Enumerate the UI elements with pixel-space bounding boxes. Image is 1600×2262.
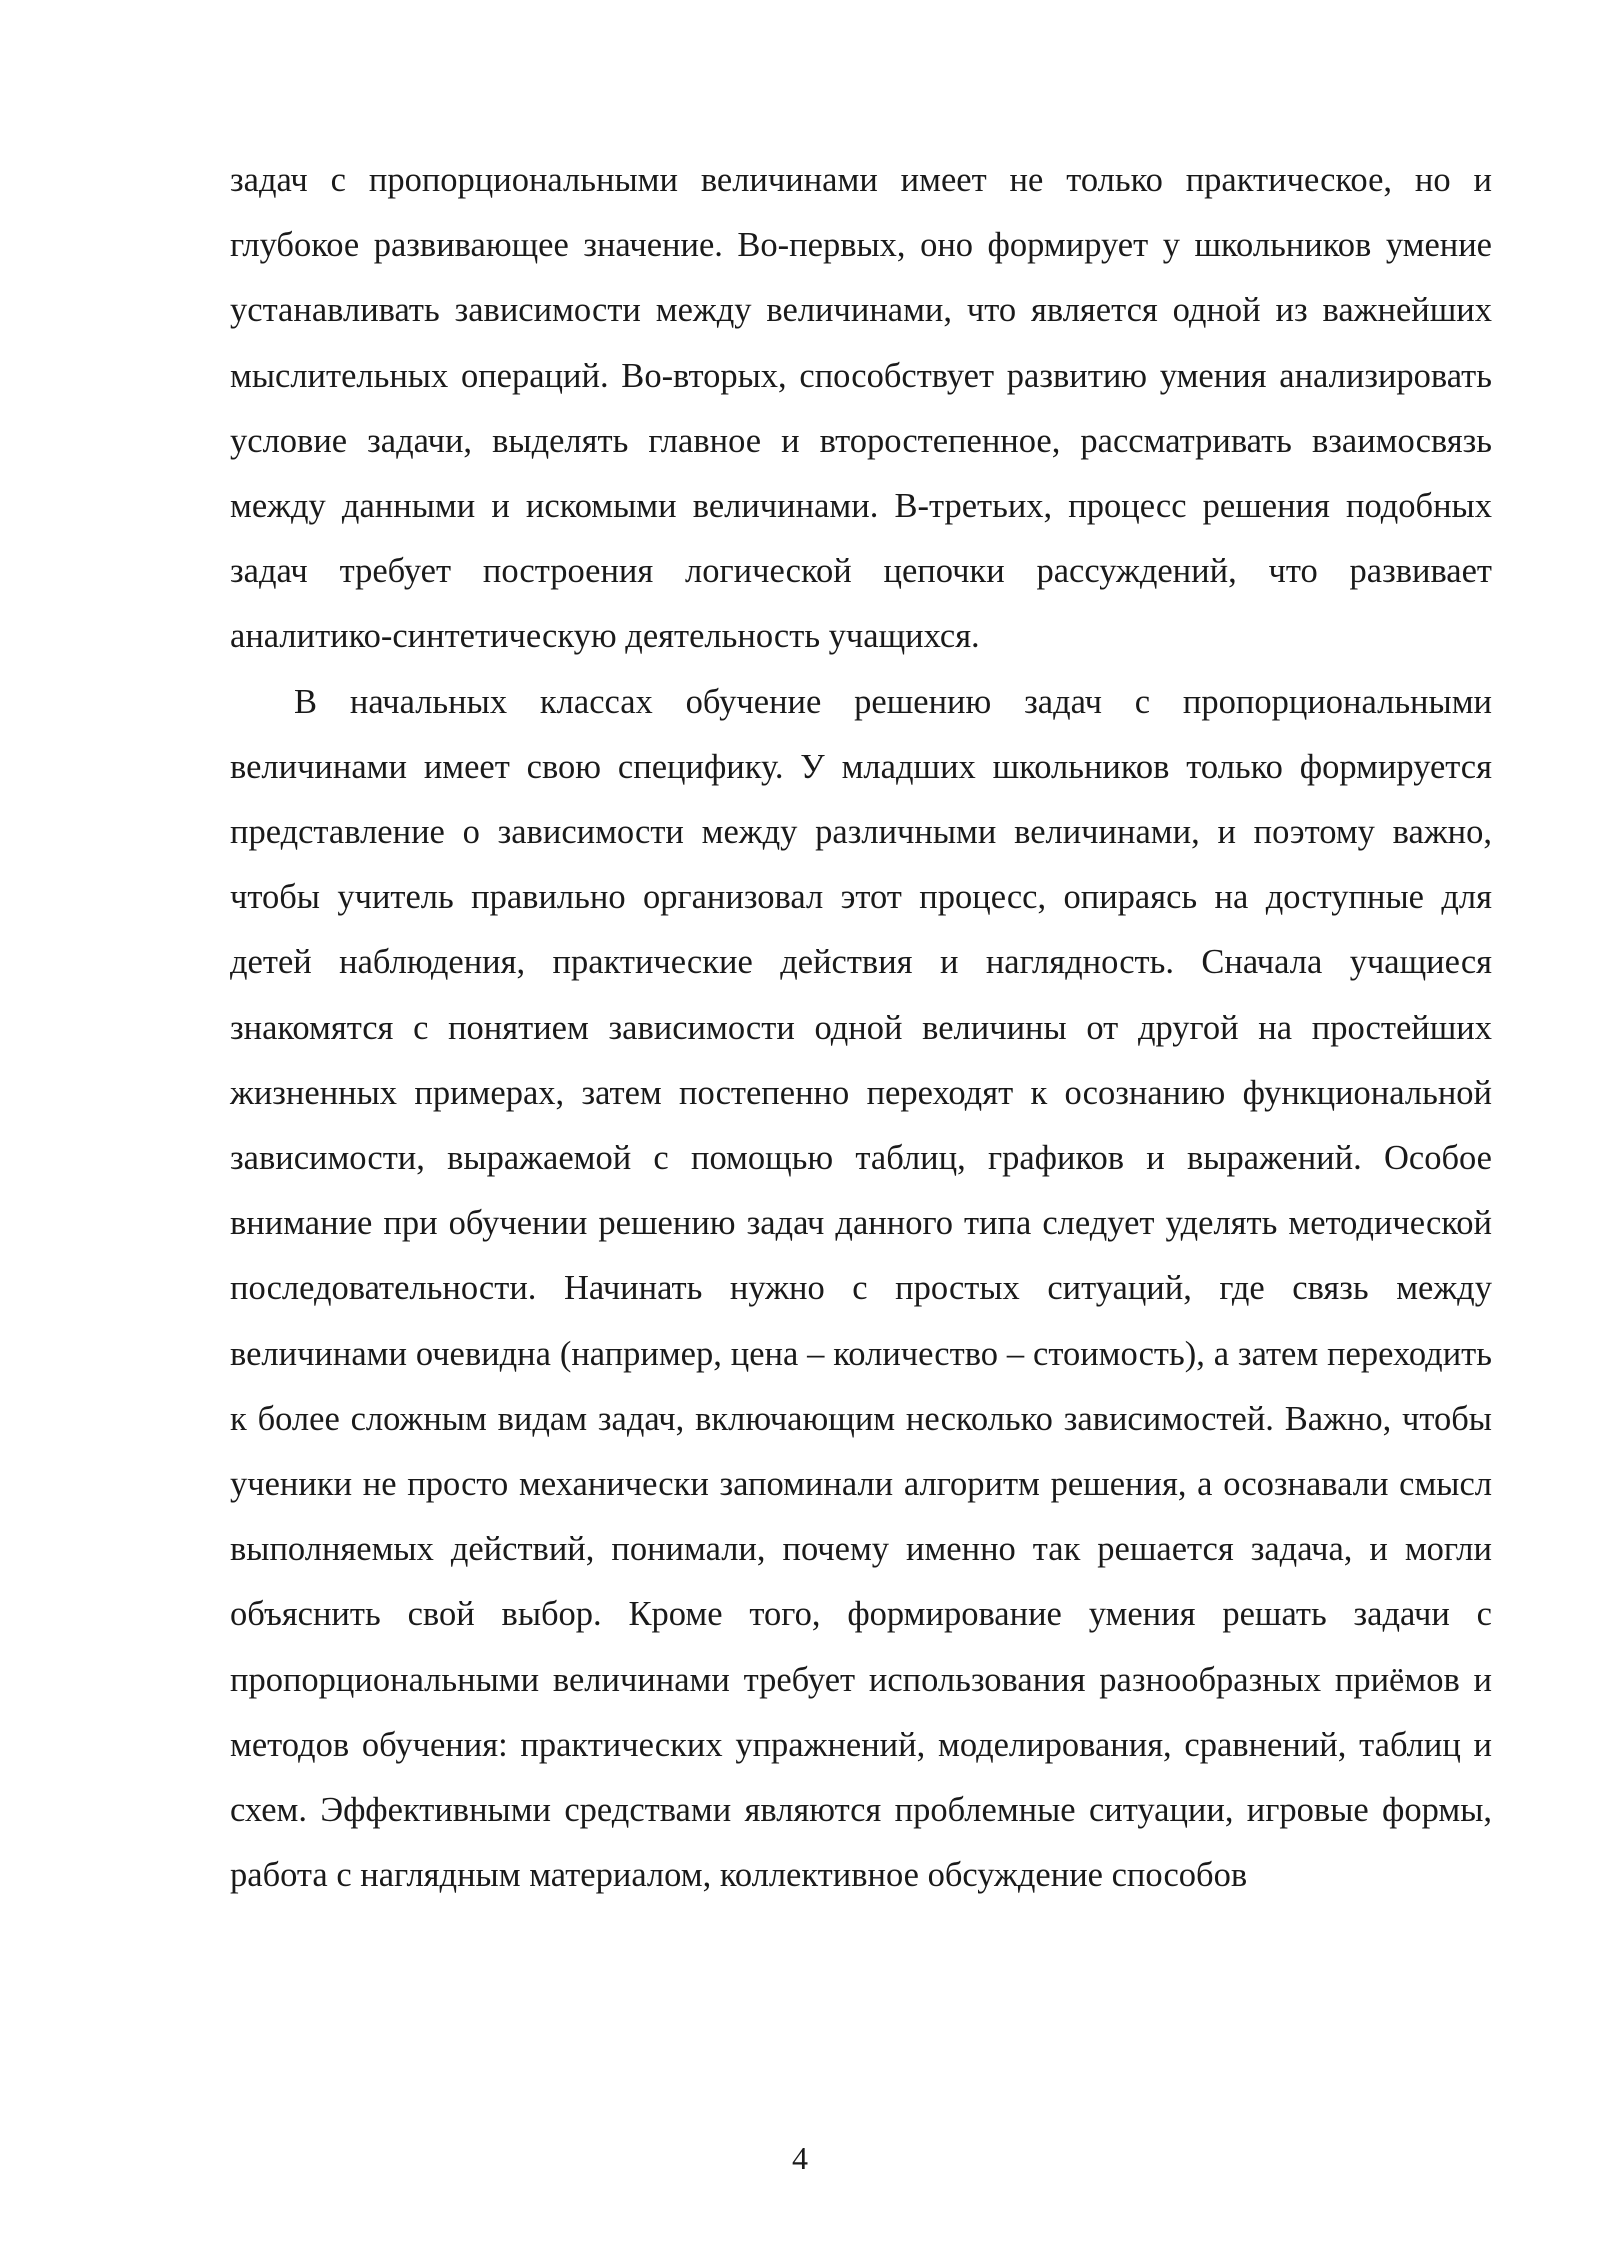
paragraph-primary-classes: В начальных классах обучение решению задач с пропорциональными величинами имеет свою специфику. У младших школьников только формируется представление о зависимости между различными величинами, и поэтому важно, чтобы учитель правильно организовал этот процесс, опираясь на доступные для детей наблюдения, практические действия и наглядность. Сначала учащиеся знакомятся с понятием зависимости одной величины от другой на простейших жизненных примерах, затем постепенно переходят к осознанию функциональной зависимости, выражаемой с помощью таблиц, графиков и выражений. Особое внимание при обучении решению задач данного типа следует уделять методической последовательности. Начинать нужно с простых ситуаций, где связь между величинами очевидна (например, цена – количество – стоимость), а затем переходить к более сложным видам задач, включающим несколько зависимостей. Важно, чтобы ученики не просто механически запоминали алгоритм решения, а осознавали смысл выполняемых действий, понимали, почему именно так решается задача, и могли объяснить свой выбор. Кроме того, формирование умения решать задачи с пропорциональными величинами требует использования разнообразных приёмов и методов обучения: практических упражнений, моделирования, сравнений, таблиц и схем. Эффективными средствами являются проблемные ситуации, игровые формы, работа с наглядным материалом, коллективное обсуждение способов	[230, 682, 1492, 1895]
paragraph-continuation: задач с пропорциональными величинами имеет не только практическое, но и глубокое развивающее значение. Во-первых, оно формирует у школьников умение устанавливать зависимости между величинами, что является одной из важнейших мыслительных операций. Во-вторых, способствует развитию умения анализировать условие задачи, выделять главное и второстепенное, рассматривать взаимосвязь между данными и искомыми величинами. В-третьих, процесс решения подобных задач требует построения логической цепочки рассуждений, что развивает аналитико-синтетическую деятельность учащихся.	[230, 161, 1492, 656]
page-number: 4	[792, 2140, 808, 2176]
body-text	[230, 148, 1492, 1908]
